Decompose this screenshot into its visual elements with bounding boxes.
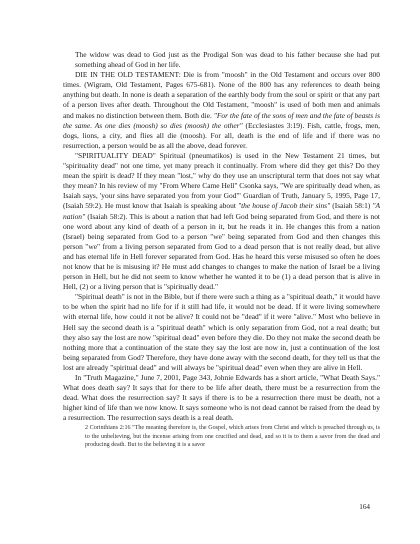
quote-a-nation: "A nation": [63, 201, 380, 221]
text-span: (Ecclesiastes 3:19). Fish, cattle, frogs, men, dogs, lions, a city, and flies all die (moosh). For all, death is the end of life and if there was no resurrection, a person would be as all the above, dead forever.: [63, 120, 380, 150]
body-text: [63, 50, 380, 423]
footnote: 2 Corinthians 2:16 "The meaning therefore is, the Gospel, which arises from Christ and which is preached through us, is to the unbelieving, but the incense arising from one crucified and dead, and so it is to them a savor from the dead and producing death. But to the believing it is a savor: [85, 425, 380, 449]
page-number: 164: [359, 503, 370, 511]
paragraph-old-testament: [63, 70, 380, 151]
text-span: (Isaiah 58:2). This is about a nation that had left God being separated from God, and there is not one word about any kind of death of a person in it, but he reads it in. He changes this from a nation (Israel) being separated from God to a person "we" being separated from God and then changes this person "we" from a living person separated from God to a dead person that is not really dead, but alive and has eternal life in Hell forever separated from God. Has he heard this verse misused so often he does not know that he is misusing it? He must add changes to changes to make the nation of Israel be a living person in Hell, but he did not seem to know whether he wanted it to be (1) a dead person that is alive in Hell, (2) or a living person that is "spiritually dead.": [63, 211, 380, 292]
text-span: DIE IN THE OLD TESTAMENT: Die is from "moosh" in the Old Testament and occurs over 800 times. (Wigram, Old Testament, Pages 675-681). None of the 800 has any references to death being anything but death. In none is death a separation of the earthly body from the soul or spirit or that any part of a person lives after death. Throughout the Old Testament, "moosh" is used of both men and animals and makes no distinction between them. Both die.: [63, 70, 380, 120]
text-span: (Isaiah 58:1): [330, 201, 373, 211]
text-span: "SPIRITUALITY DEAD" Spiritual (pneumatikos) is used in the New Testament 21 times, but "spirituality dead" not one time, yet many preach it continually. From where did they get this? Do they mean the spirit is dead? If they mean "lost," why do they use an unscriptural term that does not say what they mean? In his review of my "From Where Came Hell" Csonka says, "We are spiritually dead when, as Isaiah says, 'your sins have separated you from your God'" Guardian of Truth, January 5, 1995, Page 17, (Isaiah 59:2). He must know that Isaiah is speaking about: [63, 150, 380, 211]
paragraph-spiritually-dead: [63, 151, 380, 292]
paragraph-widow: The widow was dead to God just as the Prodigal Son was dead to his father because she had put something ahead of God in her life.: [75, 50, 380, 70]
quote-house-of-jacob: "the house of Jacob their sins": [237, 201, 331, 211]
paragraph-truth-magazine: In "Truth Magazine," June 7, 2001, Page 343, Johnie Edwards has a short article, "What Death Says." What does death say? It says that for there to be life after death, there must be a resurrection from the dead. What does the resurrection say? It says if there is to be a resurrection there must be death, not a higher kind of life than we now know. It says someone who is not dead cannot be raised from the dead by a resurrection. The resurrection says death is a real death.: [63, 373, 380, 423]
quote-ecclesiastes: "For the fate of the sons of men and the fate of beasts is the same. As one dies (moosh) so dies (moosh) the other": [63, 110, 381, 130]
paragraph-spiritual-death: "Spiritual death" is not in the Bible, but if there were such a thing as a "spiritual death," it would have to be when the spirit had no life for if it still had life, it would not be dead. If it were living somewhere with eternal life, how could it not be alive? It could not be "dead" if it were "alive." Most who believe in Hell say the second death is a "spiritual death" which is only separation from God, not a real death; but they also say the lost are now "spiritual dead" even before they die. Do they not make the second death be nothing more that a continuation of the state they say the lost are now in, just a continuation of the lost being separated from God? Therefore, they have done away with the second death, for they tell us that the lost are already "spiritual dead" and will always be "spiritual dead" even when they are alive in Hell.: [63, 292, 380, 372]
